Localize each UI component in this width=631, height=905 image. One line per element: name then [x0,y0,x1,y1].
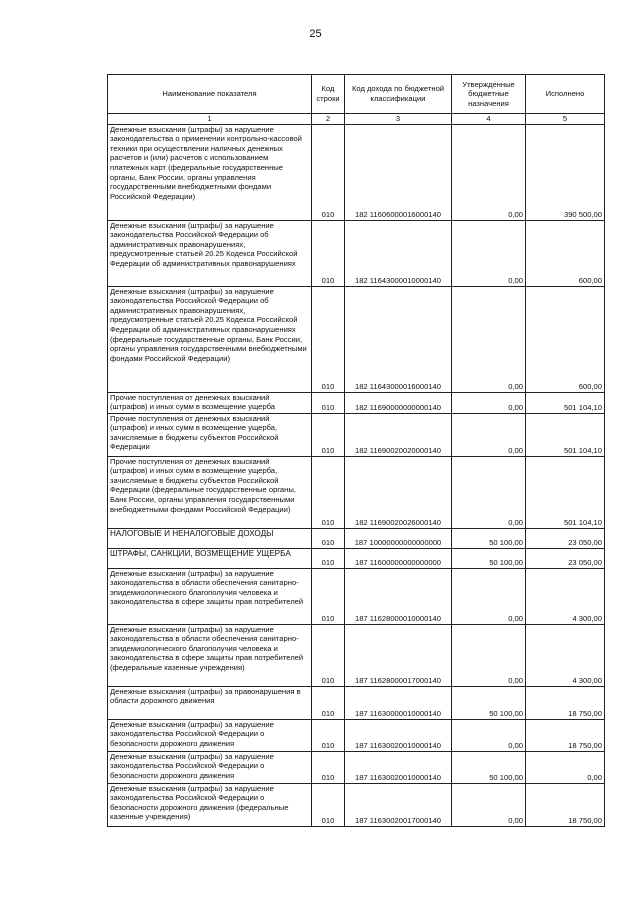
row-classification-cell: 187 11630020010000140 [345,719,452,751]
table-row [108,392,605,413]
row-executed-cell: 501 104,10 [526,413,605,456]
row-code-cell: 010 [312,528,345,548]
row-classification-cell: 182 11690000000000140 [345,392,452,413]
row-classification-cell: 187 11630020017000140 [345,783,452,826]
table-row [108,751,605,783]
row-approved-cell: 0,00 [452,783,526,826]
row-code-cell: 010 [312,220,345,286]
row-executed-cell: 23 050,00 [526,548,605,568]
row-name-cell: Денежные взыскания (штрафы) за нарушение законодательства Российской Федерации о безопасности дорожного движения (федеральные казенные учреждения) [108,783,312,826]
row-code-cell: 010 [312,624,345,686]
row-name-cell: НАЛОГОВЫЕ И НЕНАЛОГОВЫЕ ДОХОДЫ [108,528,312,548]
table-row [108,568,605,624]
table-row [108,719,605,751]
table-header-row [108,75,605,114]
row-classification-cell: 187 11630020010000140 [345,751,452,783]
row-code-cell: 010 [312,548,345,568]
row-code-cell: 010 [312,568,345,624]
row-name-cell: Денежные взыскания (штрафы) за правонарушения в области дорожного движения [108,686,312,719]
row-code-cell: 010 [312,392,345,413]
column-number: 1 [108,114,312,125]
row-classification-cell: 182 11606000016000140 [345,124,452,220]
page-number: 25 [309,28,322,40]
row-name-cell: Прочие поступления от денежных взысканий (штрафов) и иных сумм в возмещение ущерба, зачисляемые в бюджеты субъектов Российской Федерации (федеральные государственные органы, Банк России, органы управления государственными внебюджетными фондами Российской Федерации) [108,456,312,528]
header-classification: Код дохода по бюджетной классификации [345,75,452,114]
row-classification-cell: 187 11630000010000140 [345,686,452,719]
row-code-cell: 010 [312,413,345,456]
row-approved-cell: 0,00 [452,624,526,686]
row-approved-cell: 0,00 [452,719,526,751]
table-row [108,456,605,528]
row-code-cell: 010 [312,124,345,220]
row-executed-cell: 600,00 [526,220,605,286]
table-row [108,124,605,220]
revenue-table [107,74,605,827]
column-number: 2 [312,114,345,125]
row-code-cell: 010 [312,783,345,826]
row-executed-cell: 4 300,00 [526,624,605,686]
row-classification-cell: 187 11628000017000140 [345,624,452,686]
row-approved-cell: 0,00 [452,413,526,456]
header-executed: Исполнено [526,75,605,114]
column-number: 3 [345,114,452,125]
row-approved-cell: 50 100,00 [452,751,526,783]
header-code: Код строки [312,75,345,114]
row-classification-cell: 187 11628000010000140 [345,568,452,624]
row-executed-cell: 600,00 [526,286,605,392]
row-executed-cell: 0,00 [526,751,605,783]
row-approved-cell: 0,00 [452,456,526,528]
row-code-cell: 010 [312,286,345,392]
row-classification-cell: 182 11690020026000140 [345,456,452,528]
row-classification-cell: 187 10000000000000000 [345,528,452,548]
row-classification-cell: 182 11690020020000140 [345,413,452,456]
table-row [108,624,605,686]
table-row [108,220,605,286]
row-approved-cell: 0,00 [452,286,526,392]
row-approved-cell: 0,00 [452,124,526,220]
row-executed-cell: 4 300,00 [526,568,605,624]
table-row [108,686,605,719]
row-name-cell: Денежные взыскания (штрафы) за нарушение законодательства Российской Федерации о безопасности дорожного движения [108,751,312,783]
row-name-cell: Денежные взыскания (штрафы) за нарушение законодательства Российской Федерации об административных правонарушениях, предусмотренные статьей 20.25 Кодекса Российской Федерации об административных правонарушениях (федеральные государственные органы, Банк России, органы управления государственными внебюджетными фондами Российской Федерации) [108,286,312,392]
header-name: Наименование показателя [108,75,312,114]
row-code-cell: 010 [312,456,345,528]
row-name-cell: Денежные взыскания (штрафы) за нарушение законодательства в области обеспечения санитарно-эпидемиологического благополучия человека и законодательства в сфере защиты прав потребителей [108,568,312,624]
row-name-cell: Денежные взыскания (штрафы) за нарушение законодательства о применении контрольно-кассовой техники при осуществлении наличных денежных расчетов и (или) расчетов с использованием платежных карт (федеральные государственные органы, Банк России, органы управления государственными внебюджетными фондами Российской Федерации) [108,124,312,220]
row-executed-cell: 501 104,10 [526,392,605,413]
table-row [108,528,605,548]
row-approved-cell: 0,00 [452,220,526,286]
row-approved-cell: 50 100,00 [452,528,526,548]
row-name-cell: Денежные взыскания (штрафы) за нарушение законодательства Российской Федерации об административных правонарушениях, предусмотренные статьей 20.25 Кодекса Российской Федерации об административных правонарушениях [108,220,312,286]
column-number: 5 [526,114,605,125]
row-approved-cell: 0,00 [452,392,526,413]
row-approved-cell: 0,00 [452,568,526,624]
row-classification-cell: 187 11600000000000000 [345,548,452,568]
row-name-cell: Прочие поступления от денежных взысканий (штрафов) и иных сумм в возмещение ущерба [108,392,312,413]
row-classification-cell: 182 11643000016000140 [345,286,452,392]
row-approved-cell: 50 100,00 [452,548,526,568]
row-code-cell: 010 [312,686,345,719]
table-row [108,413,605,456]
row-classification-cell: 182 11643000010000140 [345,220,452,286]
row-executed-cell: 501 104,10 [526,456,605,528]
row-name-cell: Денежные взыскания (штрафы) за нарушение законодательства Российской Федерации о безопасности дорожного движения [108,719,312,751]
table-row [108,286,605,392]
row-executed-cell: 18 750,00 [526,686,605,719]
row-executed-cell: 390 500,00 [526,124,605,220]
row-executed-cell: 18 750,00 [526,783,605,826]
row-executed-cell: 23 050,00 [526,528,605,548]
table-row [108,783,605,826]
row-executed-cell: 18 750,00 [526,719,605,751]
row-name-cell: Денежные взыскания (штрафы) за нарушение законодательства в области обеспечения санитарно-эпидемиологического благополучия человека и законодательства в сфере защиты прав потребителей (федеральные казенные учреждения) [108,624,312,686]
row-name-cell: Прочие поступления от денежных взысканий (штрафов) и иных сумм в возмещение ущерба, зачисляемые в бюджеты субъектов Российской Федерации [108,413,312,456]
row-code-cell: 010 [312,751,345,783]
row-name-cell: ШТРАФЫ, САНКЦИИ, ВОЗМЕЩЕНИЕ УЩЕРБА [108,548,312,568]
row-approved-cell: 50 100,00 [452,686,526,719]
column-number-row [108,114,605,125]
table-row [108,548,605,568]
header-approved: Утвержденные бюджетные назначения [452,75,526,114]
column-number: 4 [452,114,526,125]
row-code-cell: 010 [312,719,345,751]
